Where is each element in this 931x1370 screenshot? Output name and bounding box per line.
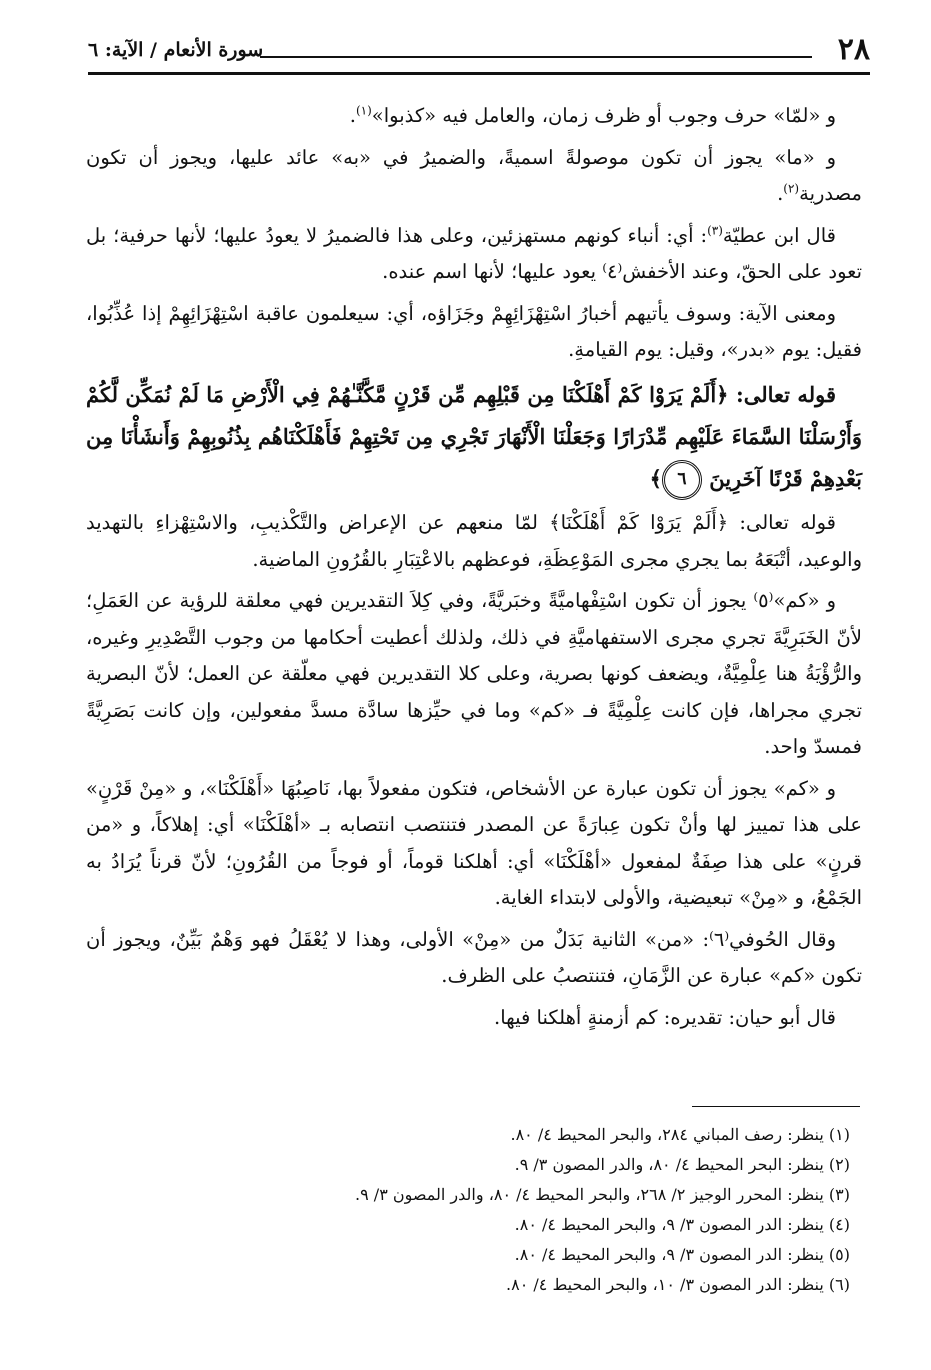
page-number: ٢٨ bbox=[837, 32, 870, 67]
footnote: (٥) ينظر: الدر المصون ٣/ ٩، والبحر المحيط ٤/ ٨٠. bbox=[514, 1245, 850, 1264]
verse-intro: قوله تعالى: bbox=[728, 381, 836, 407]
paragraph-tail: . bbox=[349, 104, 356, 127]
paragraph bbox=[86, 140, 862, 213]
header-divider-line bbox=[260, 56, 812, 58]
verse-close-bracket: ﴾ bbox=[649, 465, 662, 491]
verse-text: ﴿أَلَمْ يَرَوْا كَمْ أَهْلَكْنَا مِن قَبْلِهِم مِّن قَرْنٍ مَّكَّنَّـٰهُمْ فِي الْأَرْضِ مَا لَمْ نُمَكِّن لَّكُمْ وَأَرْسَلْنَا السَّمَاءَ عَلَيْهِم مِّدْرَارًا وَجَعَلْنَا الْأَنْهَارَ تَجْرِي مِن تَحْتِهِمْ فَأَهْلَكْنَاهُم بِذُنُوبِهِمْ وَأَنشَأْنَا مِن بَعْدِهِمْ قَرْنًا آخَرِينَ bbox=[86, 381, 862, 491]
footnote-marker: (١) bbox=[355, 103, 372, 118]
footnote: (٢) ينظر: البحر المحيط ٤/ ٨٠، والدر المصون ٣/ ٩. bbox=[514, 1155, 850, 1174]
footnote-marker: (٣) bbox=[707, 223, 723, 237]
footnote: (١) ينظر: رصف المباني ٢٨٤، والبحر المحيط ٤/ ٨٠. bbox=[510, 1125, 850, 1144]
paragraph: و «كم» يجوز أن تكون عبارة عن الأشخاص، فتكون مفعولاً بها، نَاصِبُهَا «أَهْلَكْنَا»، و «مِنْ قَرْنٍ» على هذا تمييز لها وأنْ تكون عِبارَةً عن المصدر فتنتصب انتصابه بـ «أهْلَكْنَا» أي: إهلاكاً، و «من قرنٍ» على هذا صِفَةٌ لمفعول «أهْلَكْنَا» أي: أهلكنا قوماً، أو فوجاً من القُرُونِ؛ لأنّ قرناً يُرَادُ به الجَمْعُ، و «مِنْ» تبعيضية، والأولى لابتداء الغاية. bbox=[86, 776, 862, 909]
footnote-separator bbox=[692, 1106, 860, 1107]
quran-verse-block bbox=[86, 374, 862, 501]
paragraph bbox=[86, 296, 862, 369]
paragraph: وقال الحُوفي⁽٦⁾: «من» الثانية بَدَلٌ من «مِنْ» الأولى، وهذا لا يُعْقَلُ فهو وَهْمٌ بَيِّنٌ، ويجوز أن تكون «كم» عبارة عن الزَّمَانِ، فتنتصبُ على الظرف. bbox=[86, 927, 862, 987]
page-header bbox=[88, 30, 870, 74]
paragraph-tail: : أي: أنباء كونهم مستهزئين، وعلى هذا فالضميرُ لا يعودُ عليها؛ لأنها حرفية؛ بل تعود على الحقّ، وعند الأخفش⁽٤⁾ يعود عليها؛ لأنها اسم عنده. bbox=[86, 223, 862, 283]
paragraph-text: قال ابن عطيّة bbox=[722, 223, 836, 247]
footnote: (٤) ينظر: الدر المصون ٣/ ٩، والبحر المحيط ٤/ ٨٠. bbox=[514, 1215, 850, 1234]
footnote: (٦) ينظر: الدر المصون ٣/ ١٠، والبحر المحيط ٤/ ٨٠. bbox=[506, 1275, 850, 1294]
paragraph: قال أبو حيان: تقديره: كم أزمنةٍ أهلكنا فيها. bbox=[494, 1005, 836, 1029]
paragraph-text: و «ما» يجوز أن تكون موصولةً اسميةً، والضميرُ في «به» عائد عليها، ويجوز أن تكون مصدرية bbox=[86, 145, 862, 205]
paragraph-text: ومعنى الآية: وسوف يأتيهم أخبارُ اسْتِهْزَائِهِمْ وجَزَاؤه، أي: سيعلمون عاقبة اسْتِهْزَائِهِمْ إذا عُذِّبُوا، فقيل: يوم «بدر»، وقيل: يوم القيامةِ. bbox=[86, 301, 862, 361]
paragraph-text: و «لمّا» حرف وجوب أو ظرف زمان، والعامل فيه «كذبوا» bbox=[371, 104, 836, 127]
footnote-marker: (٢) bbox=[783, 181, 800, 196]
running-title: سورة الأنعام / الآية: ٦ bbox=[88, 39, 264, 61]
footnote: (٣) ينظر: المحرر الوجيز ٢/ ٢٦٨، والبحر المحيط ٤/ ٨٠، والدر المصون ٣/ ٩. bbox=[355, 1185, 850, 1204]
paragraph: و «كم»⁽٥⁾ يجوز أن تكون اسْتِفْهاميَّةً وخبَريَّةً، وفي كِلاَ التقديرين فهي معلقة للرؤية عن العَمَلِ؛ لأنّ الخَبَرِيَّةَ تجري مجرى الاستفهاميَّةِ في ذلك، ولذلك أعطيت أحكامها من وجوب التَّصْدِيرِ وغيره، والرُّؤْيَةُ هنا عِلْمِيَّةٌ، ويضعف كونها بصرية، وعلى كلا التقديرين فهي معلّقة عن العمل؛ لأنّ البصرية تجري مجراها، فإن كانت عِلْمِيَّةً فـ «كم» وما في حيِّزها سادَّة مسدَّ مفعولين، وإن كانت بَصَرِيَّةً فمسدّ واحد. bbox=[86, 589, 862, 758]
ayah-number-icon: ٦ bbox=[662, 460, 702, 500]
footnotes-list bbox=[200, 1120, 850, 1300]
paragraph bbox=[86, 98, 862, 135]
paragraph-tail: . bbox=[777, 182, 784, 205]
header-bottom-rule bbox=[88, 72, 870, 75]
main-text bbox=[86, 98, 862, 1041]
paragraph bbox=[86, 218, 862, 291]
paragraph: قوله تعالى: ﴿أَلَمْ يَرَوْا كَمْ أَهْلَكْنَا﴾ لمّا منعهم عن الإعراض والتَّكْذيبِ، والاسْتِهْزاءِ بالتهديد والوعيد، أتْبَعَهُ بما يجري مجرى المَوْعِظَةِ، فوعظهم بالاعْتِبَارِ بالقُرُونِ الماضية. bbox=[86, 511, 862, 571]
